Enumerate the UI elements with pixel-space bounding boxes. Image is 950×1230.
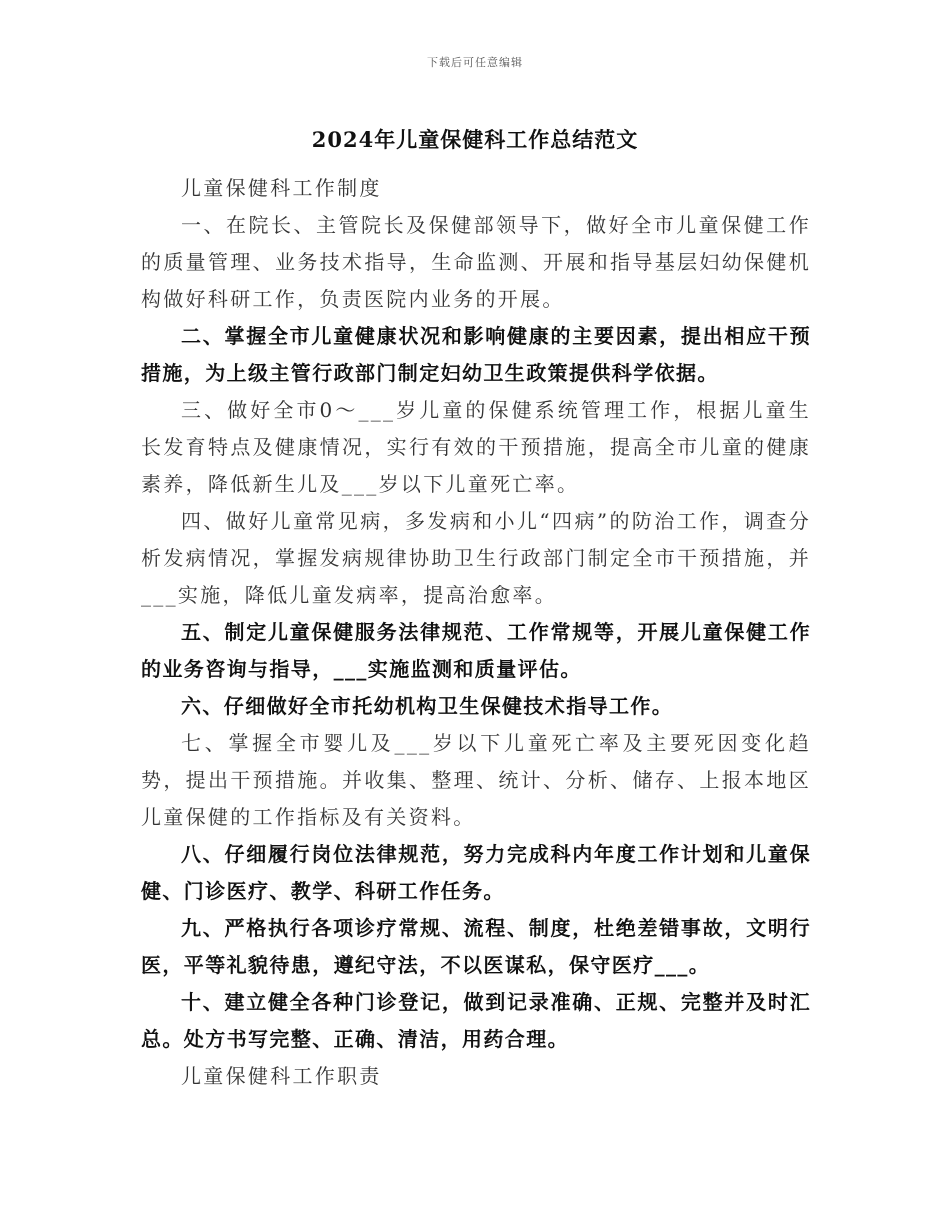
paragraph: 五、制定儿童保健服务法律规范、工作常规等，开展儿童保健工作的业务咨询与指导，___实施监测和质量评估。: [141, 620, 811, 681]
paragraph: 六、仔细做好全市托幼机构卫生保健技术指导工作。: [181, 694, 674, 718]
paragraph: 十、建立健全各种门诊登记，做到记录准确、正规、完整并及时汇总。处方书写完整、正确、清洁，用药合理。: [141, 990, 811, 1051]
paragraph: 四、做好儿童常见病，多发病和小儿“四病”的防治工作，调查分析发病情况，掌握发病规律协助卫生行政部门制定全市干预措施，并___实施，降低儿童发病率，提高治愈率。: [141, 509, 811, 607]
paragraph: 一、在院长、主管院长及保健部领导下，做好全市儿童保健工作的质量管理、业务技术指导，生命监测、开展和指导基层妇幼保健机构做好科研工作，负责医院内业务的开展。: [141, 213, 811, 311]
document-body: [141, 170, 811, 1095]
paragraph: 三、做好全市0～___岁儿童的保健系统管理工作，根据儿童生长发育特点及健康情况，实行有效的干预措施，提高全市儿童的健康素养，降低新生儿及___岁以下儿童死亡率。: [141, 398, 811, 496]
paragraph: 二、掌握全市儿童健康状况和影响健康的主要因素，提出相应干预措施，为上级主管行政部门制定妇幼卫生政策提供科学依据。: [141, 324, 811, 385]
paragraph: 九、严格执行各项诊疗常规、流程、制度，杜绝差错事故，文明行医，平等礼貌待患，遵纪守法，不以医谋私，保守医疗___。: [141, 916, 811, 977]
paragraph: 儿童保健科工作制度: [181, 176, 382, 200]
paragraph: 儿童保健科工作职责: [181, 1064, 382, 1088]
document-title: 2024年儿童保健科工作总结范文: [311, 127, 639, 152]
paragraph: 七、掌握全市婴儿及___岁以下儿童死亡率及主要死因变化趋势，提出干预措施。并收集、整理、统计、分析、储存、上报本地区儿童保健的工作指标及有关资料。: [141, 731, 811, 829]
paragraph: 八、仔细履行岗位法律规范，努力完成科内年度工作计划和儿童保健、门诊医疗、教学、科研工作任务。: [141, 842, 811, 903]
header-note: 下载后可任意编辑: [427, 56, 523, 69]
